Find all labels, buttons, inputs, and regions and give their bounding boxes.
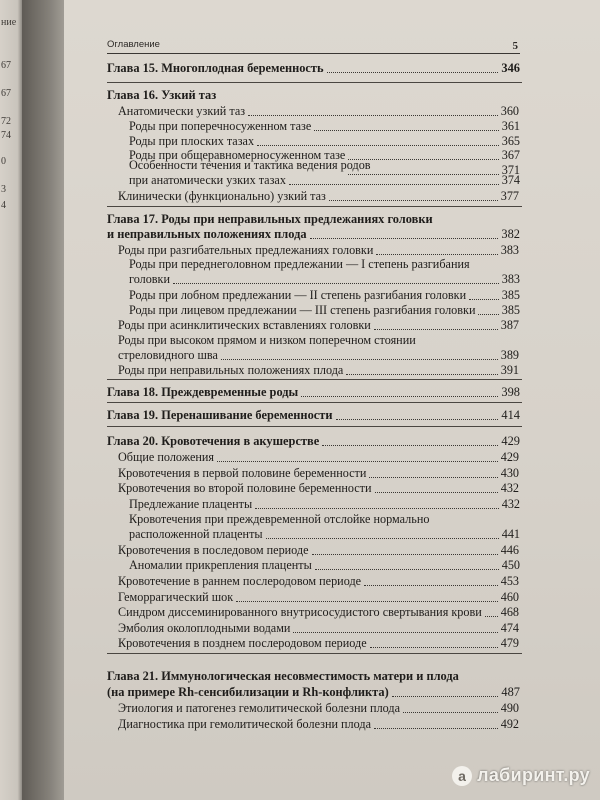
left-page-fragment: 3	[1, 184, 6, 195]
toc-entry: Роды при поперечносуженном тазе 361	[129, 119, 520, 133]
labirint-logo-icon: a	[452, 766, 472, 786]
toc-entry: Кровотечение в раннем послеродовом периоде 453	[118, 574, 519, 588]
left-page-fragment: 74	[1, 130, 11, 141]
toc-entry: Кровотечения в первой половине беременности 430	[118, 466, 519, 480]
chapter-divider	[107, 426, 522, 427]
toc-entry: Роды при неправильных положениях плода 391	[118, 363, 519, 377]
toc-entry: при анатомически узких тазах 374	[129, 173, 520, 187]
toc-entry: Общие положения 429	[118, 450, 519, 464]
toc-entry: Анатомически узкий таз 360	[118, 104, 519, 118]
toc-page: 346	[501, 61, 520, 75]
left-page-fragment: 0	[1, 156, 6, 167]
toc-title: Глава 15. Многоплодная беременность	[107, 61, 324, 75]
toc-entry: Клинически (функционально) узкий таз 377	[118, 189, 519, 203]
toc-entry-line: Роды при высоком прямом и низком поперечном стоянии	[118, 333, 416, 347]
toc-chapter-15	[107, 61, 520, 76]
toc-entry: Роды при лицевом предлежании — III степень разгибания головки 385	[129, 303, 520, 317]
toc-entry: расположенной плаценты 441	[129, 527, 520, 541]
chapter-divider	[107, 82, 522, 83]
toc-entry: Эмболия околоплодными водами 474	[118, 621, 519, 635]
left-page-fragment: 67	[1, 88, 11, 99]
toc-chapter-18: Глава 18. Преждевременные роды 398	[107, 385, 520, 399]
running-head-title: Оглавление	[107, 39, 160, 50]
toc-entry: Роды при разгибательных предлежаниях головки 383	[118, 243, 519, 257]
toc-entry: Роды при плоских тазах 365	[129, 134, 520, 148]
left-page-fragment: ние	[1, 17, 17, 28]
chapter-divider	[107, 379, 522, 380]
toc-chapter-21-cont: (на примере Rh-сенсибилизации и Rh-конфликта) 487	[107, 685, 520, 699]
left-page-fragment: 72	[1, 116, 11, 127]
chapter-divider	[107, 402, 522, 403]
toc-chapter-20: Глава 20. Кровотечения в акушерстве 429	[107, 434, 520, 448]
toc-entry-line: Особенности течения и тактика ведения родов	[129, 158, 371, 172]
watermark-text: лабиринт.ру	[477, 765, 590, 785]
toc-entry: Кровотечения в позднем послеродовом периоде 479	[118, 636, 519, 650]
left-page-fragment: 67	[1, 60, 11, 71]
toc-chapter-17: Глава 17. Роды при неправильных предлежаниях головки	[107, 212, 433, 226]
toc-chapter-21: Глава 21. Иммунологическая несовместимость матери и плода	[107, 669, 459, 683]
page-number: 5	[512, 40, 518, 52]
chapter-divider	[107, 653, 522, 654]
toc-entry: Диагностика при гемолитической болезни плода 492	[118, 717, 519, 731]
toc-entry: Роды при общеравномерносуженном тазе 367	[129, 148, 520, 162]
toc-chapter-19: Глава 19. Перенашивание беременности 414	[107, 408, 520, 422]
toc-entry: Роды при асинклитических вставлениях головки 387	[118, 318, 519, 332]
toc-entry: Кровотечения в последовом периоде 446	[118, 543, 519, 557]
left-page-fragment: 4	[1, 200, 6, 211]
toc-chapter-16: Глава 16. Узкий таз	[107, 88, 217, 102]
toc-chapter-17-cont: и неправильных положениях плода 382	[107, 227, 520, 241]
toc-entry: Геморрагический шок 460	[118, 590, 519, 604]
chapter-divider	[107, 206, 522, 207]
watermark	[452, 765, 590, 786]
toc-entry-line: Роды при переднеголовном предлежании — I степень разгибания	[129, 257, 470, 271]
toc-entry: Кровотечения во второй половине беременности 432	[118, 481, 519, 495]
toc-entry: головки 383	[129, 272, 520, 286]
toc-entry: Синдром диссеминированного внутрисосудистого свертывания крови 468	[118, 605, 519, 619]
toc-entry-line: Кровотечения при преждевременной отслойке нормально	[129, 512, 430, 526]
toc-entry: Аномалии прикрепления плаценты 450	[129, 558, 520, 572]
toc-entry: стреловидного шва 389	[118, 348, 519, 362]
toc-entry: 371	[129, 163, 520, 178]
toc-entry: Этиология и патогенез гемолитической болезни плода 490	[118, 701, 519, 715]
toc-entry: Предлежание плаценты 432	[129, 497, 520, 511]
toc-entry: Роды при лобном предлежании — II степень разгибания головки 385	[129, 288, 520, 302]
